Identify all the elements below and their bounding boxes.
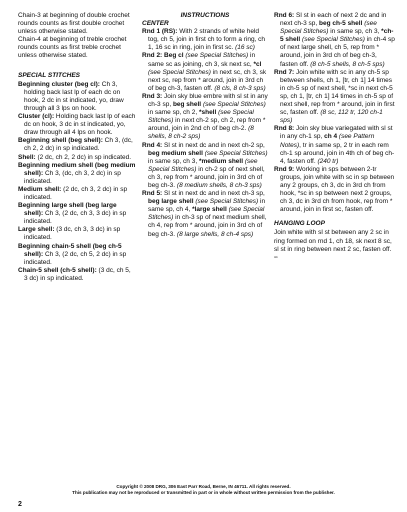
special-stitch-item [18, 81, 136, 113]
special-stitch-item [18, 186, 136, 202]
copyright-line: Copyright © 2008 DRG, 306 East Parr Road, Berne, IN 46711. All rights reserved. [116, 484, 291, 489]
end-mark-icon: ▫▫ [274, 254, 278, 261]
notes-column [18, 12, 136, 283]
stitch-term: Medium shell: [18, 185, 62, 193]
round-7: Rnd 7: Join white with sc in any ch-5 sp between shells, ch 1, [tr, ch 1] 14 times in ch-5 sp of next shell, *sc in next ch-5 sp, ch 1, [tr, ch 1] 14 times in ch-5 sp of next shell, rep from * around, join in first sc, fasten off. (8 sc, 112 tr, 120 ch-1 sps) [274, 68, 395, 125]
stitch-definition: (3 dc, ch 5, 3 dc) in sp indicated. [24, 266, 131, 282]
stitch-definition: Holding back last lp of each dc on hook, 3 dc in st indicated, yo, draw through all 4 lps on hook. [24, 113, 136, 137]
stitch-term: Cluster (cl): [18, 113, 55, 121]
special-stitch-item [18, 202, 136, 226]
stitch-definition: Ch 3, holding back last lp of each dc on hook, 2 dc in st indicated, yo, draw through all 3 lps on hook. [24, 80, 124, 112]
instructions-heading: INSTRUCTIONS [180, 12, 230, 19]
special-stitch-item [18, 267, 136, 283]
stitch-definition: Ch 3, (dc, ch 3, 2 dc) in sp indicated. [24, 169, 121, 185]
stitch-term: Chain-5 shell (ch-5 shell): [18, 266, 97, 274]
instructions-column [142, 12, 268, 239]
stitch-definition: Ch 3, (2 dc, ch 5, 2 dc) in sp indicated. [24, 250, 127, 266]
special-stitch-item [18, 226, 136, 242]
round-1: Rnd 1 (RS): With 2 strands of white held tog, ch 5, join in first ch to form a ring, ch 1, 16 sc in ring, join in first sc. (16 sc) [142, 28, 266, 52]
round-3: Rnd 3: Join sky blue embre with sl st in any ch-3 sp, beg shell (see Special Stitches) in same sp, ch 2, *shell (see Special Stitches) in next ch-2 sp, ch 2, rep from * around, join in 2nd ch of beg ch-2. (8 shells, 8 ch-2 sps) [142, 92, 268, 141]
hanging-loop-text: Join white with sl st between any 2 sc in ring formed on rnd 1, ch 18, sk next 8 sc, sl st in ring between next 2 sc, fasten off. ▫▫ [274, 229, 392, 261]
round-9: Rnd 9: Working in sps between 2-tr groups, join white with sc in sp between any 2 groups, ch 3, dc in 3rd ch from hook, *sc in sp between next 2 groups, ch 3, dc in 3rd ch from hook, rep from * around, join in first sc, fasten off. [274, 165, 395, 214]
stitch-term: Beginning medium shell (beg medium shell): [18, 161, 136, 177]
hanging-loop-heading: HANGING LOOP [274, 220, 325, 228]
round-2: Rnd 2: Beg cl (see Special Stitches) in same sc as joining, ch 3, sk next sc, *cl (see Special Stitches) in next sc, ch 3, sk next sc, rep from * around, join in 3rd ch of beg ch-3, fasten off. (8 cls, 8 ch-3 sps) [142, 52, 267, 92]
stitch-definition: (2 dc, ch 2, 2 dc) in sp indicated. [35, 153, 132, 161]
pattern-note: Chain-3 at beginning of double crochet rounds counts as first double crochet unless otherwise stated. [18, 12, 130, 36]
stitch-term: Beginning chain-5 shell (beg ch-5 shell): [18, 242, 122, 258]
special-stitch-item [18, 243, 136, 267]
center-subheading: CENTER [142, 20, 169, 28]
special-stitch-item [18, 154, 136, 162]
round-8: Rnd 8: Join sky blue variegated with sl st in any ch-1 sp, ch 4 (see Pattern Notes), tr in same sp, 2 tr in each rem ch-1 sp around, join in 4th ch of beg ch-4, fasten off. (240 tr) [274, 125, 395, 165]
pattern-note: Chain-4 at beginning of treble crochet rounds counts as first treble crochet unless otherwise stated. [18, 36, 127, 60]
round-4: Rnd 4: Sl st in next dc and in next ch-2 sp, beg medium shell (see Special Stitches) in same sp, ch 3, *medium shell (see Special Stitches) in ch-2 sp of next shell, ch 3, rep from * around, join in 3rd ch of beg ch-3. (8 medium shells, 8 ch-3 sps) [142, 141, 268, 189]
round-6: Rnd 6: Sl st in each of next 2 dc and in next ch-3 sp, beg ch-5 shell (see Special Stitches) in same sp, ch 3, *ch-5 shell (see Special Stitches) in ch-4 sp of next large shell, ch 5, rep from * around, join in 3rd ch of beg ch-3, fasten off. (8 ch-5 shells, 8 ch-5 sps) [274, 12, 395, 68]
stitch-definition: (2 dc, ch 3, 2 dc) in sp indicated. [24, 185, 128, 201]
stitch-term: Beginning shell (beg shell): [18, 137, 103, 145]
stitch-definition: (3 dc, ch 3, 3 dc) in sp indicated. [24, 226, 121, 242]
special-stitches-heading: SPECIAL STITCHES [18, 71, 81, 79]
special-stitch-item [18, 113, 136, 137]
copyright-footer [0, 484, 407, 496]
special-stitch-item [18, 137, 136, 153]
stitch-list [18, 81, 136, 283]
stitch-definition: Ch 3, (2 dc, ch 3, 3 dc) in sp indicated. [24, 210, 127, 226]
stitch-definition: Ch 3, (dc, ch 2, 2 dc) in sp indicated. [24, 137, 133, 153]
reproduction-notice: This publication may not be reproduced or transmitted in part or in whole without written permission from the publisher. [72, 490, 335, 495]
stitch-term: Shell: [18, 153, 36, 161]
page-number: 2 [18, 501, 22, 508]
stitch-term: Beginning large shell (beg large shell): [18, 202, 117, 218]
special-stitch-item [18, 162, 136, 186]
stitch-term: Beginning cluster (beg cl): [18, 80, 100, 88]
instructions-column-continued [274, 12, 396, 262]
round-5: Rnd 5: Sl st in next dc and in next ch-3 sp, beg large shell (see Special Stitches) in same sp, ch 4, *large shell (see Special Stitches) in ch-3 sp of next medium shell, ch 4, rep from * around, join in 3rd ch of beg ch-3. (8 large shells, 8 ch-4 sps) [142, 190, 267, 238]
stitch-term: Large shell: [18, 226, 55, 234]
